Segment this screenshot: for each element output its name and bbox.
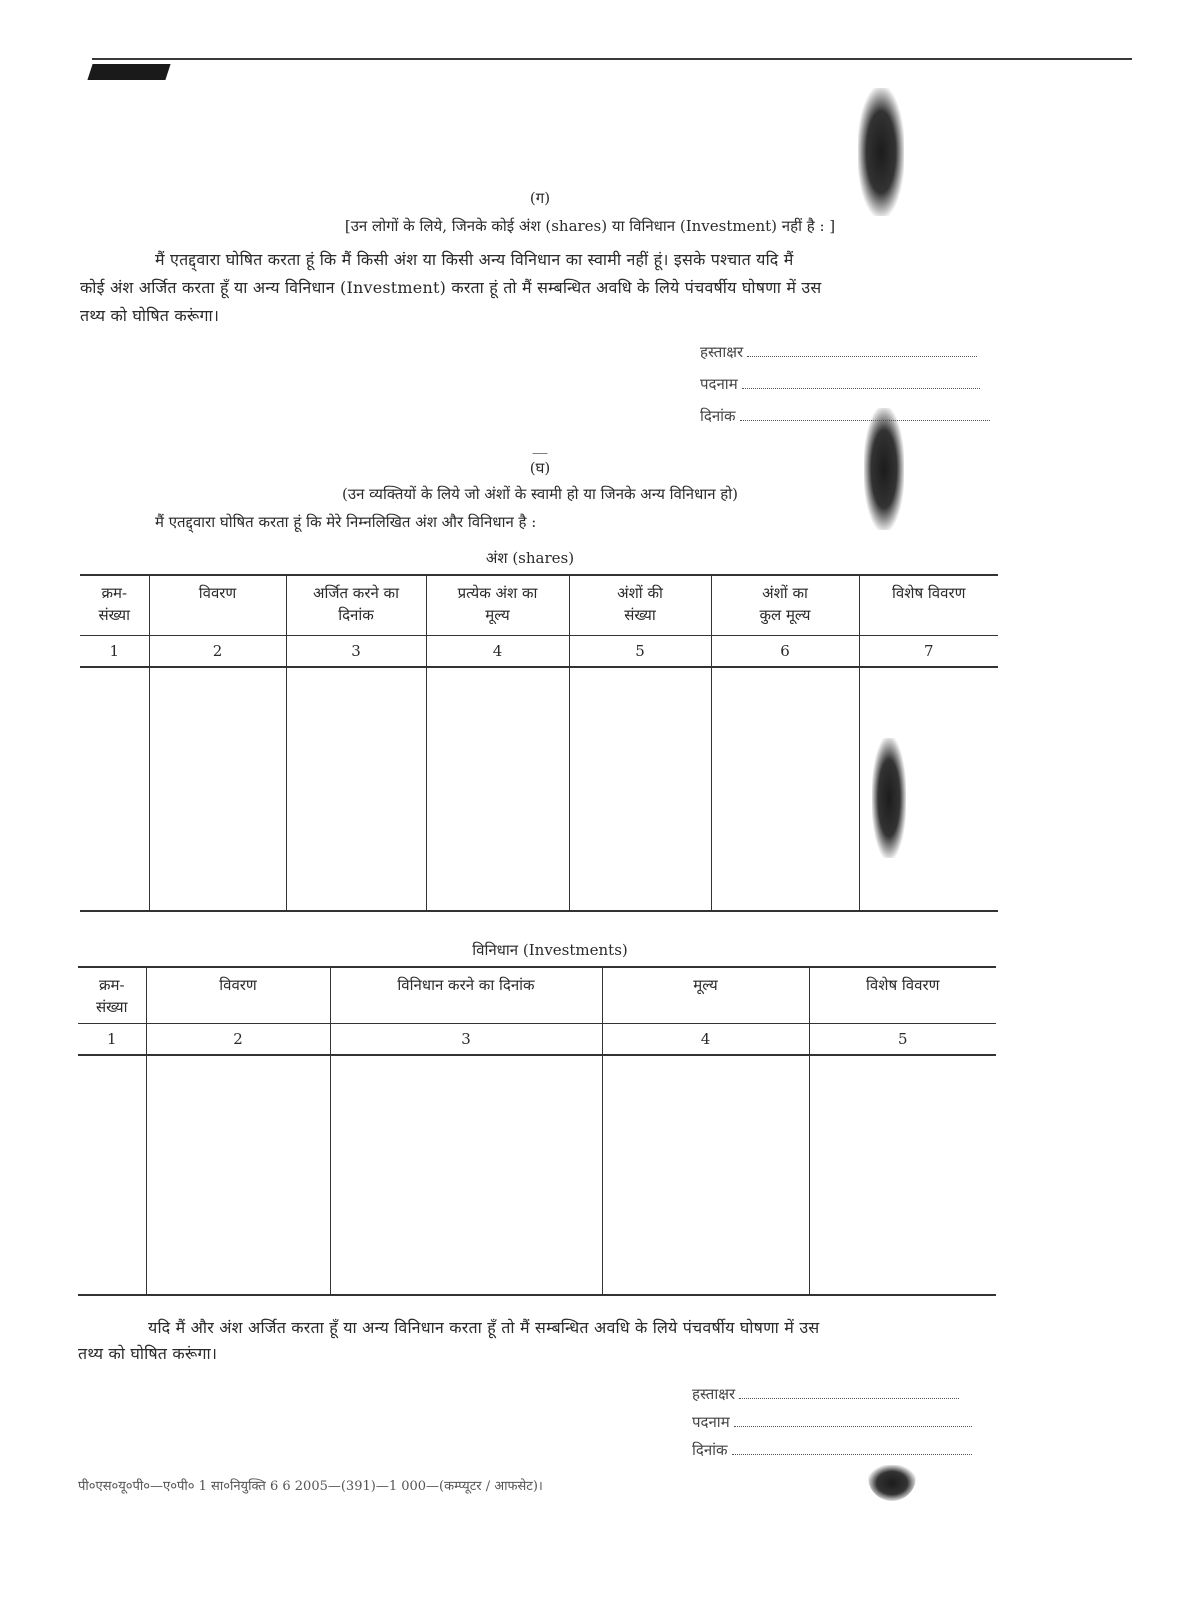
shares-col-number: 3 (286, 635, 426, 667)
shares-table (80, 574, 998, 912)
designation-label: पदनाम (692, 1413, 730, 1431)
shares-header-count: अंशों की संख्या (569, 575, 711, 635)
top-rule (92, 58, 1132, 60)
section-gha-declaration: मैं एतद्द्वारा घोषित करता हूं कि मेरे निम्नलिखित अंश और विनिधान है : (155, 513, 537, 531)
section-ga-declaration-2: कोई अंश अर्जित करता हूँ या अन्य विनिधान (Investment) करता हूं तो मैं सम्बन्धित अवधि के लिये पंचवर्षीय घोषणा में उस (80, 278, 822, 297)
investments-col-number: 4 (602, 1023, 809, 1055)
section-ga-designation (700, 374, 980, 394)
shares-blank-cell (80, 667, 149, 911)
investments-header-value: मूल्य (602, 967, 809, 1023)
shares-header-acquired-date: अर्जित करने का दिनांक (286, 575, 426, 635)
investments-blank-cell (78, 1055, 146, 1295)
section-ga-label: (ग) (529, 189, 551, 207)
shares-col-number: 1 (80, 635, 149, 667)
closing-signature (692, 1384, 959, 1404)
shares-blank-cell (711, 667, 859, 911)
shares-header-remarks: विशेष विवरण (859, 575, 998, 635)
investments-table (78, 966, 996, 1296)
shares-header-serial: क्रम- संख्या (80, 575, 149, 635)
shares-blank-cell (149, 667, 286, 911)
investments-col-number: 3 (330, 1023, 602, 1055)
signature-label: हस्ताक्षर (692, 1385, 736, 1403)
investments-table-title: विनिधान (Investments) (472, 941, 628, 959)
scan-corner-mark (87, 64, 170, 80)
shares-col-number: 5 (569, 635, 711, 667)
investments-blank-cell (330, 1055, 602, 1295)
closing-designation (692, 1412, 972, 1432)
signature-stamp-middle (864, 408, 904, 530)
shares-col-number: 4 (426, 635, 569, 667)
shares-blank-cell (426, 667, 569, 911)
shares-table-title: अंश (shares) (485, 549, 575, 567)
shares-col-number: 2 (149, 635, 286, 667)
date-label: दिनांक (700, 407, 736, 425)
closing-date (692, 1440, 972, 1460)
investments-blank-cell (809, 1055, 996, 1295)
shares-header-unit-value: प्रत्येक अंश का मूल्य (426, 575, 569, 635)
shares-header-total-value: अंशों का कुल मूल्य (711, 575, 859, 635)
section-ga-declaration-1: मैं एतद्द्वारा घोषित करता हूं कि मैं किसी अंश या किसी अन्य विनिधान का स्वामी नहीं हूं। इसके पश्चात यदि मैं (155, 250, 794, 269)
shares-col-number: 7 (859, 635, 998, 667)
stamp-bottom (868, 1465, 916, 1501)
print-footer: पी०एस०यू०पी०—ए०पी० 1 सा०नियुक्ति 6 6 2005—(391)—1 000—(कम्प्यूटर / आफसेट)। (78, 1479, 543, 1494)
shares-col-number: 6 (711, 635, 859, 667)
investments-header-date: विनिधान करने का दिनांक (330, 967, 602, 1023)
section-ga-date (700, 406, 990, 426)
closing-declaration-2: तथ्य को घोषित करूंगा। (78, 1344, 218, 1363)
investments-col-number: 2 (146, 1023, 330, 1055)
date-label: दिनांक (692, 1441, 728, 1459)
section-gha-dash: __ (532, 436, 548, 454)
closing-declaration-1: यदि मैं और अंश अर्जित करता हूँ या अन्य विनिधान करता हूँ तो मैं सम्बन्धित अवधि के लिये पंचवर्षीय घोषणा में उस (148, 1318, 820, 1337)
investments-blank-cell (602, 1055, 809, 1295)
investments-header-serial: क्रम- संख्या (78, 967, 146, 1023)
shares-blank-cell (286, 667, 426, 911)
investments-blank-cell (146, 1055, 330, 1295)
signature-stamp-top (858, 88, 904, 216)
investments-col-number: 5 (809, 1023, 996, 1055)
section-ga-declaration-3: तथ्य को घोषित करूंगा। (80, 306, 220, 325)
investments-header-details: विवरण (146, 967, 330, 1023)
section-gha-label: (घ) (529, 459, 551, 477)
investments-header-remarks: विशेष विवरण (809, 967, 996, 1023)
shares-blank-cell (569, 667, 711, 911)
section-ga-signature (700, 342, 977, 362)
shares-header-details: विवरण (149, 575, 286, 635)
investments-col-number: 1 (78, 1023, 146, 1055)
signature-label: हस्ताक्षर (700, 343, 744, 361)
section-gha-subtitle: (उन व्यक्तियों के लिये जो अंशों के स्वामी हो या जिनके अन्य विनिधान हो) (342, 485, 738, 503)
designation-label: पदनाम (700, 375, 738, 393)
shares-blank-cell (859, 667, 998, 911)
section-ga-subtitle: [उन लोगों के लिये, जिनके कोई अंश (shares) या विनिधान (Investment) नहीं है : ] (344, 217, 836, 235)
